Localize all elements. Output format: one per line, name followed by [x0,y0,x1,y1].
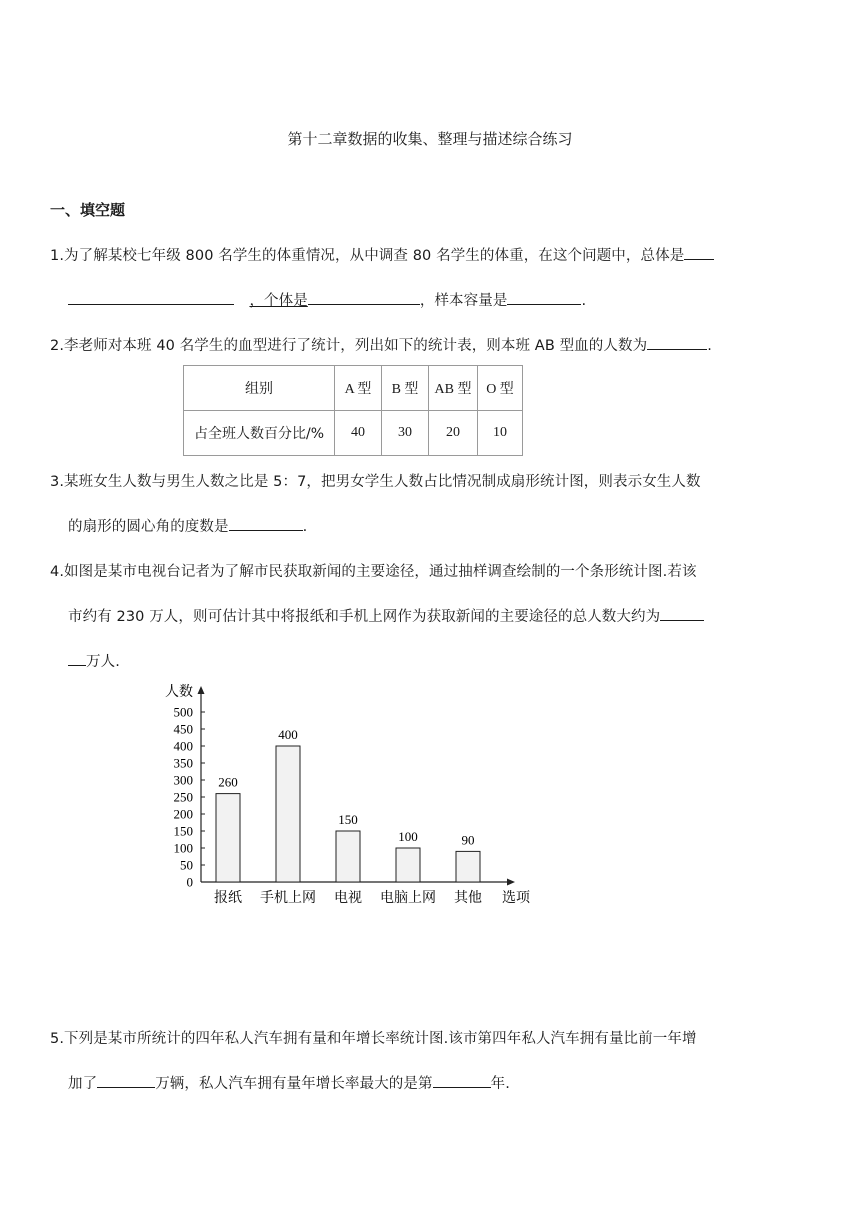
question-1-line-1 [50,244,714,265]
table-row [184,411,523,456]
x-category-label: 其他 [454,890,482,906]
x-category-label: 电视 [334,890,362,906]
y-tick-label: 200 [173,806,193,822]
x-axis-arrow-icon [507,879,515,886]
table-cell: 20 [429,411,478,456]
table-header-cell: AB 型 [429,366,478,411]
table-header-cell: O 型 [478,366,523,411]
bar-data-label: 100 [398,829,418,844]
table-cell: 10 [478,411,523,456]
section-heading: 一、填空题 [50,201,126,219]
x-category-label: 电脑上网 [380,890,436,906]
question-4-text: 市约有 230 万人，则可估计其中将报纸和手机上网作为获取新闻的主要途径的总人数大约为 [68,609,661,625]
page-title: 第十二章数据的收集、整理与描述综合练习 [287,130,573,148]
bar-data-label: 150 [338,812,358,827]
y-tick-label: 500 [173,704,193,720]
table-header-row [184,366,523,411]
question-3-line-2 [68,515,307,536]
q1-blank-population-part1[interactable] [684,245,714,260]
q1-sample-size-label: ，样本容量是 [419,293,508,309]
chart-bar [276,746,300,882]
y-tick-label: 50 [180,857,193,873]
q5-blank-year[interactable] [433,1073,491,1088]
y-tick-label: 300 [173,772,193,788]
q4-blank-total-part2[interactable] [68,651,86,666]
question-3-text: 的扇形的圆心角的度数是 [68,519,229,535]
question-4-line-1: 4.如图是某市电视台记者为了解市民获取新闻的主要途径，通过抽样调查绘制的一个条形统计图.若该 [50,564,697,580]
bar-data-label: 260 [218,774,238,790]
chart-bar [216,794,240,882]
q1-blank-sample-size[interactable] [507,290,581,305]
q1-period: . [581,293,587,309]
q3-period: . [302,519,308,535]
blood-type-table [183,365,523,456]
question-1-text: 1.为了解某校七年级 800 名学生的体重情况，从中调查 80 名学生的体重，在这个问题中，总体是 [50,248,685,264]
question-1-line-2 [68,289,586,310]
question-5-line-2 [68,1072,510,1093]
q5-blank-increase[interactable] [97,1073,155,1088]
table-cell: 30 [382,411,429,456]
q5-text-c: 年. [490,1076,510,1092]
q1-blank-population-part2[interactable] [68,290,234,305]
question-4-line-2 [68,605,704,626]
q3-blank-angle[interactable] [229,516,303,531]
chart-bar [396,848,420,882]
q5-text-a: 加了 [68,1076,98,1092]
q1-blank-individual[interactable] [308,290,420,305]
table-header-cell: B 型 [382,366,429,411]
y-tick-label: 150 [173,823,193,839]
question-2-text: 2.李老师对本班 40 名学生的血型进行了统计，列出如下的统计表，则本班 AB 型血的人数为 [50,338,648,354]
y-tick-label: 0 [186,874,193,890]
question-4-unit: 万人. [86,654,120,670]
x-category-label: 报纸 [214,890,242,906]
table-row-label: 占全班人数百分比/% [184,411,335,456]
question-5-line-1: 5.下列是某市所统计的四年私人汽车拥有量和年增长率统计图.该市第四年私人汽车拥有量比前一年增 [50,1031,697,1047]
question-3-line-1: 3.某班女生人数与男生人数之比是 5：7，把男女学生人数占比情况制成扇形统计图，则表示女生人数 [50,474,701,490]
news-source-bar-chart [160,676,540,916]
chart-bar [456,851,480,882]
table-header-cell: A 型 [335,366,382,411]
q2-period: . [707,338,712,354]
table-header-cell: 组别 [184,366,335,411]
chart-y-ticks [174,705,206,890]
q4-blank-total-part1[interactable] [660,606,704,621]
bar-data-label: 90 [461,832,475,848]
y-axis-arrow-icon [198,686,205,694]
q1-individual-label: ，个体是 [249,293,308,309]
y-tick-label: 100 [173,840,193,856]
q5-text-b: 万辆，私人汽车拥有量年增长率最大的是第 [155,1076,433,1092]
y-tick-label: 350 [173,755,193,771]
chart-bar [336,831,360,882]
question-4-line-3 [68,650,120,671]
table-cell: 40 [335,411,382,456]
bar-data-label: 400 [278,727,298,742]
y-axis-label: 人数 [165,684,193,700]
q2-blank-ab-count[interactable] [647,335,707,350]
y-tick-label: 450 [173,721,193,737]
question-2-line [50,334,712,355]
y-tick-label: 400 [173,738,193,754]
y-tick-label: 250 [173,789,193,805]
x-axis-label: 选项 [502,890,530,906]
x-category-label: 手机上网 [260,890,316,906]
